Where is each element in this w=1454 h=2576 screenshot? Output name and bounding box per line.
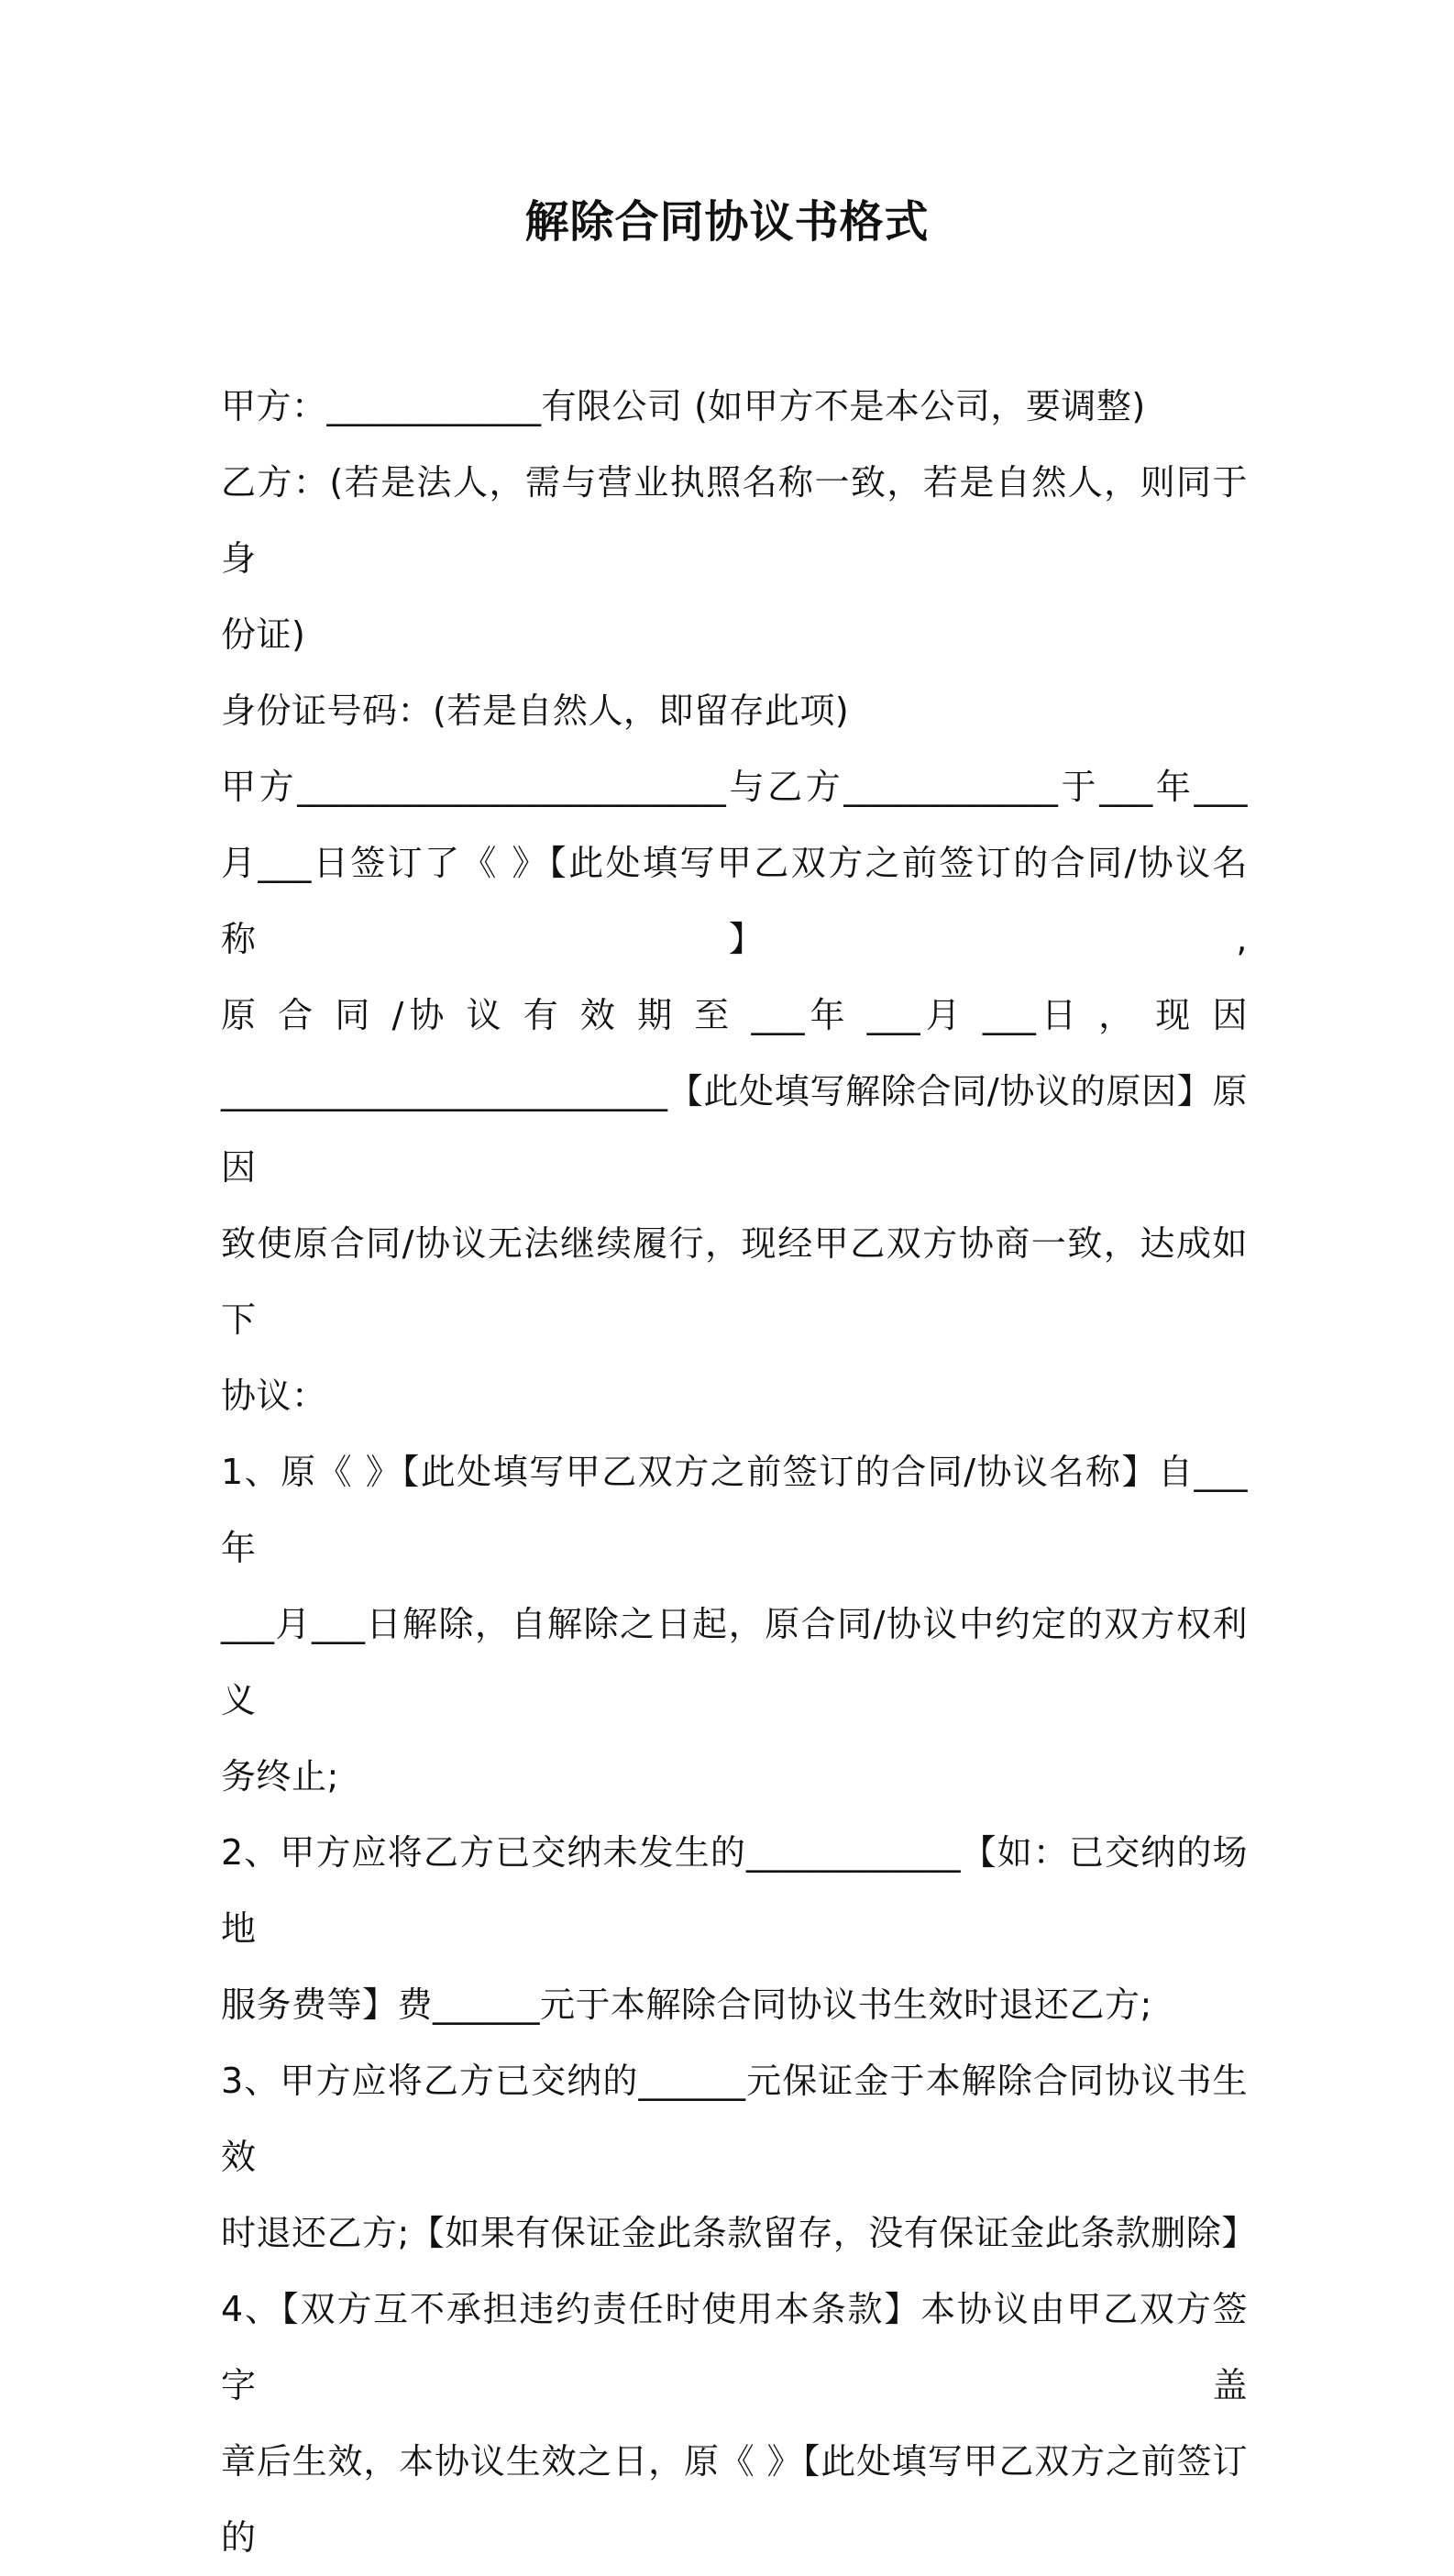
clause-3-line-2: 时退还乙方;【如果有保证金此条款留存，没有保证金此条款删除】 <box>221 2213 1257 2253</box>
line-intro-3: 原 合 同 /协 议 有 效 期 至 ___年 ___月 ___日 ， 现 因 <box>221 995 1248 1035</box>
line-id-number: 身份证号码：(若是自然人，即留存此项) <box>221 691 850 731</box>
clause-1-line-2: ___月___日解除，自解除之日起，原合同/协议中约定的双方权利义 <box>221 1604 1248 1720</box>
clause-4-line-1: 4、【双方互不承担违约责任时使用本条款】本协议由甲乙双方签字盖 <box>221 2289 1248 2405</box>
line-party-b-cont: 份证) <box>221 614 306 655</box>
line-party-b: 乙方：(若是法人，需与营业执照名称一致，若是自然人，则同于身 <box>221 462 1248 579</box>
clause-4-line-2: 章后生效，本协议生效之日，原《 》【此处填写甲乙双方之前签订的 <box>221 2441 1248 2558</box>
clause-2-line-2: 服务费等】费______元于本解除合同协议书生效时退还乙方; <box>221 1985 1152 2025</box>
line-intro-2: 月___日签订了《 》【此处填写甲乙双方之前签订的合同/协议名称】, <box>221 843 1248 959</box>
clause-2-line-1: 2、甲方应将乙方已交纳未发生的____________【如：已交纳的场地 <box>221 1832 1248 1949</box>
clause-1-line-3: 务终止; <box>221 1756 339 1797</box>
clause-3-line-1: 3、甲方应将乙方已交纳的______元保证金于本解除合同协议书生效 <box>221 2061 1248 2177</box>
line-intro-1: 甲方________________________与乙方____________于___年___ <box>221 767 1248 807</box>
line-party-a: 甲方：____________有限公司 (如甲方不是本公司，要调整) <box>221 386 1146 426</box>
document-title: 解除合同协议书格式 <box>524 196 930 248</box>
clause-1-line-1: 1、原《 》【此处填写甲乙双方之前签订的合同/协议名称】自___年 <box>221 1452 1248 1568</box>
line-intro-4: _________________________【此处填写解除合同/协议的原因】原因 <box>221 1071 1248 1188</box>
line-intro-6: 协议： <box>221 1376 327 1416</box>
document-body <box>221 369 1257 2576</box>
line-intro-5: 致使原合同/协议无法继续履行，现经甲乙双方协商一致，达成如下 <box>221 1223 1248 1340</box>
